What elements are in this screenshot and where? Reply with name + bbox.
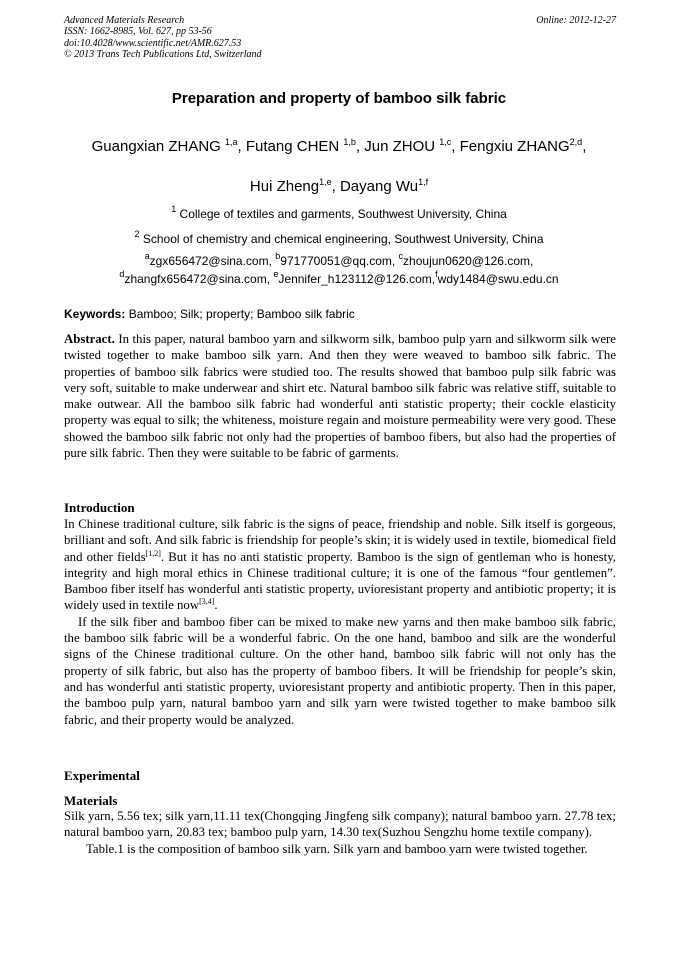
abstract-label: Abstract. [64, 332, 115, 346]
affiliations [0, 202, 678, 252]
materials-heading: Materials [64, 793, 118, 808]
issn-line: ISSN: 1662-8985, Vol. 627, pp 53-56 [64, 26, 212, 38]
email-list [0, 252, 678, 288]
journal-name: Advanced Materials Research [64, 15, 185, 26]
author-separator: , [582, 138, 587, 155]
materials-body [64, 808, 616, 857]
paper-title: Preparation and property of bamboo silk fabric [171, 90, 507, 107]
author-name: , Fengxiu ZHANG [451, 138, 570, 155]
online-date: Online: 2012-12-27 [536, 15, 616, 26]
introduction-paragraph-2: If the silk fiber and bamboo fiber can be mixed to make new yarns and then make bamboo silk fabric, the bamboo silk fabric will be a wonderful fabric. On the one hand, bamboo and silk are the wonderful signs of the Chinese traditional culture. On the other hand, bamboo silk fabric will not only has the property of silk fabric, but also has the property of bamboo fibers. It will be friendship for people’s skin, and has wonderful anti statistic property, uvioresistant property and antibiotic property. Then in this paper, the bamboo pulp yarn, natural bamboo yarn and silk yarn were twisted together to make bamboo silk fabric, and their property would be analyzed. [64, 614, 616, 727]
author-line-1 [0, 127, 678, 167]
abstract-text: In this paper, natural bamboo yarn and silkworm silk, bamboo pulp yarn and silkworm silk were twisted together to make bamboo silk yarn. And then they were weaved to bamboo silk fabric. The properties of bamboo silk fabrics were studied too. The results showed that bamboo pulp silk fabric was very soft, suitable to make underwear and shirt etc. Natural bamboo silk fabric was relative stiff, suitable to make outwear. All the bamboo silk fabric had wonderful anti statistic property; their cockle elasticity property was equal to silk; the whiteness, moisture regain and moisture permeability were very good. These showed the bamboo silk fabric not only had the properties of bamboo fibers, but also had the properties of pure silk fabric. Then they were suitable to be fabric of garments. [64, 332, 616, 461]
author-affiliation-mark: 1,f [418, 177, 429, 187]
keywords-text: Bamboo; Silk; property; Bamboo silk fabric [125, 307, 355, 321]
abstract [64, 331, 616, 461]
copyright-line: © 2013 Trans Tech Publications Ltd, Switzerland [64, 49, 262, 61]
author-name: , Jun ZHOU [355, 138, 440, 155]
author-affiliation-mark: 1,a [225, 137, 238, 147]
citation[interactable]: [1,2] [145, 548, 161, 558]
experimental-heading: Experimental [64, 768, 140, 783]
materials-paragraph: Silk yarn, 5.56 tex; silk yarn,11.11 tex(Chongqing Jingfeng silk company); natural bamboo yarn. 27.78 tex; natural bamboo yarn, 20.83 tex; bamboo pulp yarn, 14.30 tex(Suzhou Sengzhu home textile company). [64, 809, 616, 840]
author-name: , Dayang Wu [331, 178, 419, 195]
email-address[interactable]: Jennifer_h123112@126.com, [278, 272, 436, 286]
email-line-2: $^d$zhangfx656472@sina.com, $^e$Jennifer_h123112@126.com,$^f$wdy1484@swu.edu.cn [119, 269, 559, 286]
author-affiliation-mark: 1,e [319, 177, 332, 187]
citation[interactable]: [3,4] [199, 597, 215, 607]
email-address[interactable]: wdy1484@swu.edu.cn [437, 272, 559, 286]
author-affiliation-mark: 1,b [343, 137, 356, 147]
introduction-body [64, 516, 616, 728]
author-line-2 [0, 167, 678, 207]
keywords-label: Keywords: [64, 307, 126, 321]
affiliation-2: $^2$ School of chemistry and chemical engineering, Southwest University, China [134, 229, 544, 246]
email-address[interactable]: zhangfx656472@sina.com, [124, 272, 274, 286]
doi-line: doi:10.4028/www.scientific.net/AMR.627.53 [64, 37, 242, 49]
running-header [64, 15, 616, 61]
email-address[interactable]: 971770051@qq.com, [280, 254, 399, 268]
email-line-1: $^a$zgx656472@sina.com, $^b$971770051@qq.com, $^c$zhoujun0620@126.com, [144, 251, 534, 268]
email-address[interactable]: zhoujun0620@126.com, [403, 254, 534, 268]
table-intro-paragraph: Table.1 is the composition of bamboo silk yarn. Silk yarn and bamboo yarn were twisted together. [86, 841, 588, 856]
introduction-heading: Introduction [64, 500, 135, 515]
author-affiliation-mark: 1,c [439, 137, 452, 147]
keywords-line [64, 307, 616, 321]
affiliation-1: $^1$ College of textiles and garments, Southwest University, China [171, 204, 507, 221]
author-affiliation-mark: 2,d [569, 137, 583, 147]
author-name: Hui Zheng [249, 178, 320, 195]
author-name: , Futang CHEN [237, 138, 344, 155]
author-name: Guangxian ZHANG [91, 138, 226, 155]
author-list [0, 127, 678, 207]
email-address[interactable]: zgx656472@sina.com, [149, 254, 276, 268]
introduction-paragraph-1: In Chinese traditional culture, silk fabric is the signs of peace, friendship and noble. Silk itself is gorgeous, brilliant and soft. And silk fabric is friendship for people’s skin; it is widely used in textile, biomedical field and other fields[1,2]. But it has no anti statistic property. Bamboo is the sign of gentleman who is honesty, integrity and high moral ethics in Chinese traditional culture; it is one of the famous “four gentlemen”. Bamboo fiber itself has wonderful anti statistic property, uvioresistant property and antibiotic property; it is widely used in textile now[3,4]. [64, 517, 616, 613]
